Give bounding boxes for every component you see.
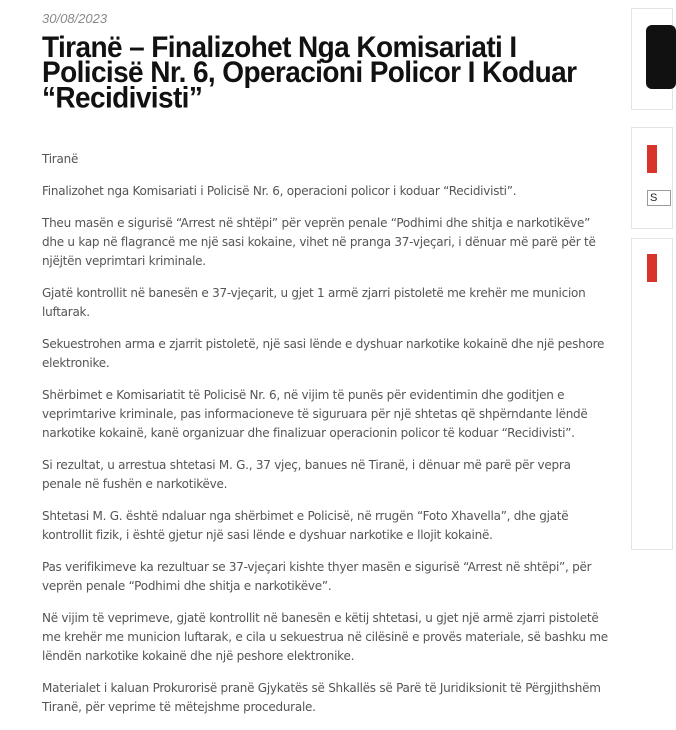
article-paragraph: Në vijim të veprimeve, gjatë kontrollit në banesën e këtij shtetasi, u gjet një armë zjarri pistoletë me krehër me municion luftarak, e cila u sekuestrua në cilësinë e provës materiale, së bashku me lëndën narkotike kokainë dhe një peshore elektronike. xyxy=(42,611,608,663)
widget-heading-accent xyxy=(647,145,657,173)
sidebar-widget-categories xyxy=(631,127,673,229)
article-paragraph: Materialet i kaluan Prokurorisë pranë Gjykatës së Shkallës së Parë të Juridiksionit të Përgjithshëm Tiranë, për veprime të mëtejshme procedurale. xyxy=(42,681,601,714)
article-paragraph: Finalizohet nga Komisariati i Policisë Nr. 6, operacioni policor i koduar “Recidivisti”. xyxy=(42,184,517,198)
article-paragraph: Shtetasi M. G. është ndaluar nga shërbimet e Policisë, në rrugën “Foto Xhavella”, dhe gjatë kontrollit fizik, i është gjetur një sasi lënde e dyshuar narkotike e llojit kokainë. xyxy=(42,509,569,542)
article-paragraph: Tiranë xyxy=(42,152,79,166)
article-paragraph: Pas verifikimeve ka rezultuar se 37-vjeçari kishte thyer masën e sigurisë “Arrest në shtëpi”, për veprën penale “Podhimi dhe shitja e narkotikëve”. xyxy=(42,560,592,593)
category-select[interactable]: S xyxy=(647,190,671,206)
widget-heading-accent xyxy=(647,254,657,282)
article-paragraph: Theu masën e sigurisë “Arrest në shtëpi” për veprën penale “Podhimi dhe shitja e narkotikëve” dhe u kap në flagrancë me një sasi kokaine, vihet në pranga 37-vjeçari, i dënuar më parë për të njëjtën veprimtari kriminale. xyxy=(42,216,596,268)
sidebar-widget-recent xyxy=(631,238,673,550)
article-body xyxy=(42,150,612,730)
sidebar-dark-banner[interactable] xyxy=(646,25,676,89)
article-paragraph: Shërbimet e Komisariatit të Policisë Nr. 6, në vijim të punës për evidentimin dhe goditjen e veprimtarive kriminale, pas informacioneve të siguruara për një shtetas që shpërndante lëndë narkotike kokainë, kanë organizuar dhe finalizuar operacionin policor të koduar “Recidivisti”. xyxy=(42,388,588,440)
article-paragraph: Gjatë kontrollit në banesën e 37-vjeçarit, u gjet 1 armë zjarri pistoletë me krehër me municion luftarak. xyxy=(42,286,586,319)
article-title: Tiranë – Finalizohet Nga Komisariati I Policisë Nr. 6, Operacioni Policor I Koduar “Recidivisti” xyxy=(42,30,577,114)
sidebar-widget-top xyxy=(631,8,673,110)
article-paragraph: Si rezultat, u arrestua shtetasi M. G., 37 vjeç, banues në Tiranë, i dënuar më parë për vepra penale në fushën e narkotikëve. xyxy=(42,458,571,491)
post-date: 30/08/2023 xyxy=(42,11,108,26)
article-paragraph: Sekuestrohen arma e zjarrit pistoletë, një sasi lënde e dyshuar narkotike kokainë dhe një peshore elektronike. xyxy=(42,337,605,370)
